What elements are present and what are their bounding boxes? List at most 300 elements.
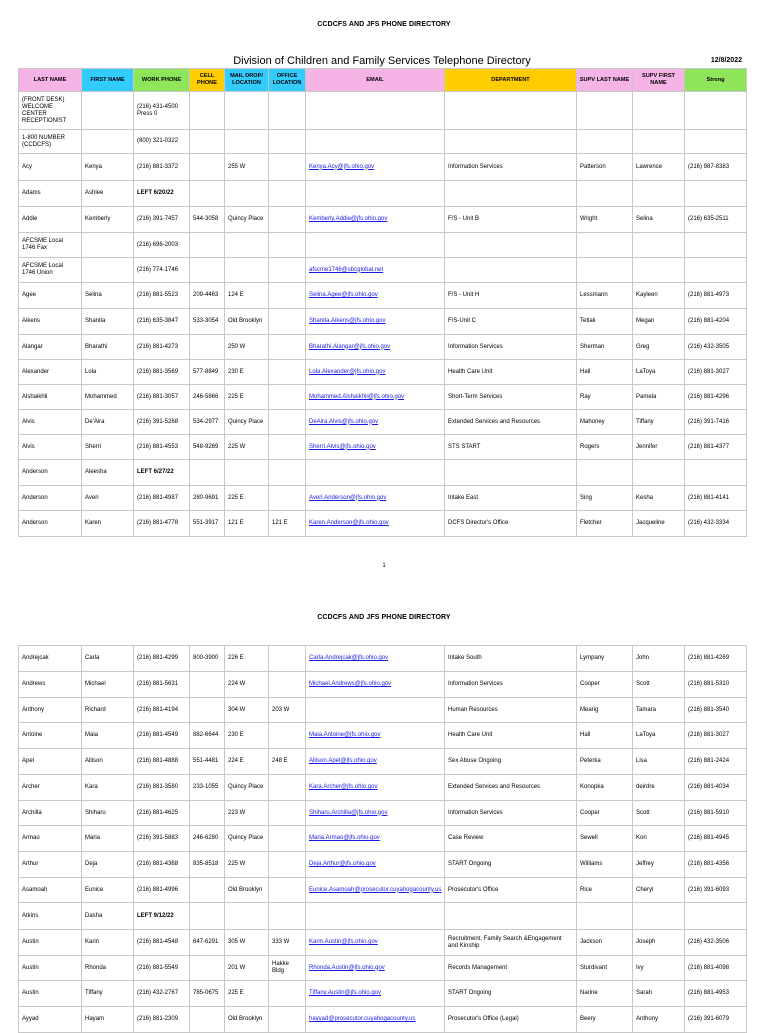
cell-mail-drop: [225, 258, 269, 283]
cell-supv-last-name: Rice: [577, 878, 633, 903]
col-header-mail-drop: MAIL DROP/ LOCATION: [225, 69, 269, 92]
col-header-cell-phone: CELL PHONE: [190, 69, 225, 92]
cell-department: Health Care Unit: [445, 723, 577, 749]
cell-department: Sex Abuse Ongoing: [445, 749, 577, 775]
cell-supv-first-name: Pamela: [633, 385, 685, 410]
document-title: Division of Children and Family Services Telephone Directory: [233, 55, 531, 67]
cell-supv-first-name: [633, 130, 685, 154]
cell-first-name: Kemberly: [82, 207, 134, 233]
cell-supv-first-name: [633, 903, 685, 930]
email-link[interactable]: Kenya.Acy@jfs.ohio.gov: [309, 163, 375, 170]
cell-supv-last-name: Hall: [577, 360, 633, 385]
cell-email[interactable]: [306, 930, 445, 956]
cell-work-phone: (216) 881-4368: [134, 852, 190, 878]
cell-strong: (216) 881-5910: [685, 801, 747, 826]
cell-supv-first-name: Sarah: [633, 981, 685, 1007]
cell-email[interactable]: [306, 207, 445, 233]
cell-last-name: Armao: [19, 826, 82, 852]
email-link[interactable]: Kemberly.Addie@jfs.ohio.gov: [309, 216, 388, 222]
email-link[interactable]: Lola.Alexander@jfs.ohio.gov: [309, 368, 386, 375]
email-link[interactable]: Carla.Andrejcak@jfs.ohio.gov: [309, 655, 389, 661]
cell-supv-first-name: deirdre: [633, 775, 685, 801]
cell-first-name: Lola: [82, 360, 134, 385]
cell-work-phone: (216) 431-4500 Press 0: [134, 92, 190, 130]
cell-department: Case Review: [445, 826, 577, 852]
cell-supv-last-name: Sturdivant: [577, 956, 633, 981]
cell-office-location: [269, 130, 306, 154]
cell-supv-first-name: John: [633, 646, 685, 672]
cell-office-location: [269, 723, 306, 749]
table-row: [19, 1007, 747, 1033]
cell-work-phone: (216) 881-3057: [134, 385, 190, 410]
email-link[interactable]: Tiffany.Austin@jfs.ohio.gov: [309, 990, 382, 996]
cell-department: [445, 903, 577, 930]
cell-strong: [685, 130, 747, 154]
cell-office-location: [269, 878, 306, 903]
cell-strong: (216) 391-6093: [685, 878, 747, 903]
cell-strong: [685, 903, 747, 930]
cell-supv-last-name: Konopka: [577, 775, 633, 801]
cell-office-location: [269, 309, 306, 335]
email-link[interactable]: afscme1746@sbcglobal.net: [309, 266, 384, 273]
cell-supv-last-name: Peterka: [577, 749, 633, 775]
cell-email[interactable]: [306, 672, 445, 698]
cell-first-name: De'Aira: [82, 410, 134, 435]
cell-department: Short-Term Services: [445, 385, 577, 410]
email-link[interactable]: Michael.Andrews@jfs.ohio.gov: [309, 681, 392, 687]
cell-first-name: Mohammed: [82, 385, 134, 410]
cell-work-phone: (216) 881-5631: [134, 672, 190, 698]
table-row: [19, 258, 747, 283]
cell-office-location: [269, 801, 306, 826]
cell-last-name: Austin: [19, 981, 82, 1007]
cell-supv-last-name: Rogers: [577, 435, 633, 460]
cell-supv-first-name: Jennifer: [633, 435, 685, 460]
cell-first-name: Allison: [82, 749, 134, 775]
cell-strong: (216) 881-4034: [685, 775, 747, 801]
cell-mail-drop: [225, 460, 269, 486]
cell-supv-last-name: Lympany: [577, 646, 633, 672]
cell-email: [306, 130, 445, 154]
cell-supv-last-name: Ray: [577, 385, 633, 410]
cell-strong: (216) 391-6079: [685, 1007, 747, 1033]
cell-office-location: [269, 486, 306, 511]
cell-department: [445, 181, 577, 207]
email-link[interactable]: Allison.Apel@jfs.ohio.gov: [309, 758, 377, 764]
cell-mail-drop: Quincy Place: [225, 207, 269, 233]
cell-work-phone: (216) 881-4548: [134, 930, 190, 956]
cell-cell-phone: 209-4463: [190, 283, 225, 309]
cell-strong: (216) 881-4945: [685, 826, 747, 852]
table-row: [19, 335, 747, 360]
cell-strong: (216) 881-4141: [685, 486, 747, 511]
cell-mail-drop: 223 W: [225, 801, 269, 826]
cell-email[interactable]: [306, 749, 445, 775]
cell-department: Extended Services and Resources: [445, 775, 577, 801]
cell-mail-drop: Old Brooklyn: [225, 309, 269, 335]
cell-cell-phone: [190, 460, 225, 486]
cell-email[interactable]: [306, 878, 445, 903]
cell-strong: (216) 881-3027: [685, 360, 747, 385]
cell-cell-phone: [190, 130, 225, 154]
cell-mail-drop: Quincy Place: [225, 410, 269, 435]
email-link[interactable]: Shiharu.Archilla@jfs.ohio.gov: [309, 809, 388, 816]
cell-last-name: Atkins: [19, 903, 82, 930]
cell-department: [445, 130, 577, 154]
cell-first-name: Dasha: [82, 903, 134, 930]
cell-first-name: Rhonda: [82, 956, 134, 981]
page-header: CCDCFS AND JFS PHONE DIRECTORY: [317, 21, 451, 28]
email-link[interactable]: Karen.Anderson@jfs.ohio.gov: [309, 520, 389, 526]
cell-department: F/S-Unit C: [445, 309, 577, 335]
cell-mail-drop: Quincy Place: [225, 826, 269, 852]
cell-mail-drop: 230 E: [225, 723, 269, 749]
table-row: [19, 723, 747, 749]
cell-strong: [685, 92, 747, 130]
cell-department: Prosecutor's Office (Legal): [445, 1007, 577, 1033]
cell-department: Human Resources: [445, 698, 577, 723]
cell-department: Prosecutor's Office: [445, 878, 577, 903]
cell-office-location: 203 W: [269, 698, 306, 723]
cell-mail-drop: Quincy Place: [225, 775, 269, 801]
cell-supv-first-name: Scott: [633, 801, 685, 826]
table-row: [19, 181, 747, 207]
cell-supv-last-name: [577, 258, 633, 283]
cell-cell-phone: [190, 903, 225, 930]
cell-work-phone: (216) 881-3372: [134, 154, 190, 181]
table-row: [19, 878, 747, 903]
cell-last-name: Alangar: [19, 335, 82, 360]
cell-first-name: [82, 92, 134, 130]
cell-work-phone: (216) 881-5549: [134, 956, 190, 981]
cell-department: Information Services: [445, 335, 577, 360]
cell-supv-first-name: Lisa: [633, 749, 685, 775]
cell-mail-drop: [225, 130, 269, 154]
cell-department: Information Services: [445, 672, 577, 698]
cell-strong: (216) 881-4269: [685, 646, 747, 672]
cell-office-location: 248 E: [269, 749, 306, 775]
email-link[interactable]: DeAira.Alvis@jfs.ohio.gov: [309, 418, 379, 425]
table-row: [19, 309, 747, 335]
cell-first-name: Shiharu: [82, 801, 134, 826]
cell-supv-first-name: [633, 181, 685, 207]
table-row: [19, 698, 747, 723]
cell-mail-drop: 225 W: [225, 852, 269, 878]
cell-supv-last-name: Patterson: [577, 154, 633, 181]
cell-strong: (216) 881-4356: [685, 852, 747, 878]
cell-first-name: [82, 258, 134, 283]
cell-last-name: Austin: [19, 956, 82, 981]
cell-last-name: Anthony: [19, 698, 82, 723]
cell-first-name: [82, 130, 134, 154]
cell-office-location: [269, 826, 306, 852]
cell-office-location: [269, 646, 306, 672]
cell-office-location: [269, 410, 306, 435]
title-row: [18, 55, 746, 67]
cell-last-name: Arthur: [19, 852, 82, 878]
cell-supv-first-name: Tiffany: [633, 410, 685, 435]
email-link[interactable]: Bharathi.Alangar@jfs.ohio.gov: [309, 343, 391, 350]
cell-office-location: [269, 181, 306, 207]
cell-supv-last-name: Lessmann: [577, 283, 633, 309]
cell-first-name: Averi: [82, 486, 134, 511]
cell-last-name: Antoine: [19, 723, 82, 749]
cell-cell-phone: [190, 92, 225, 130]
cell-office-location: [269, 385, 306, 410]
cell-work-phone: (216) 881-4553: [134, 435, 190, 460]
cell-department: F/S - Unit H: [445, 283, 577, 309]
cell-first-name: Karen: [82, 511, 134, 537]
cell-cell-phone: 533-3054: [190, 309, 225, 335]
cell-last-name: Anderson: [19, 460, 82, 486]
cell-mail-drop: 226 E: [225, 646, 269, 672]
cell-first-name: Selina: [82, 283, 134, 309]
cell-mail-drop: 224 W: [225, 672, 269, 698]
table-row: [19, 672, 747, 698]
cell-first-name: Tiffany: [82, 981, 134, 1007]
table-row: [19, 826, 747, 852]
cell-mail-drop: 230 E: [225, 360, 269, 385]
table-row: [19, 903, 747, 930]
email-link[interactable]: Deja.Arthur@jfs.ohio.gov: [309, 861, 376, 867]
cell-email[interactable]: [306, 435, 445, 460]
cell-email[interactable]: [306, 511, 445, 537]
cell-first-name: Kenya: [82, 154, 134, 181]
cell-last-name: Agee: [19, 283, 82, 309]
cell-supv-last-name: Mahoney: [577, 410, 633, 435]
cell-work-phone: (216) 881-2309: [134, 1007, 190, 1033]
cell-email[interactable]: [306, 826, 445, 852]
email-link[interactable]: Maria.Armao@jfs.ohio.gov: [309, 835, 380, 841]
cell-supv-last-name: Sherman: [577, 335, 633, 360]
cell-first-name: Kara: [82, 775, 134, 801]
cell-office-location: Hakke Bldg: [269, 956, 306, 981]
directory-table-page-1: [18, 68, 747, 537]
cell-cell-phone: 577-8849: [190, 360, 225, 385]
cell-work-phone: (216) 881-3569: [134, 360, 190, 385]
cell-email: [306, 181, 445, 207]
email-link[interactable]: Karin.Austin@jfs.ohio.gov: [309, 939, 378, 945]
cell-email: [306, 92, 445, 130]
table-row: [19, 930, 747, 956]
cell-work-phone: (216) 432-2767: [134, 981, 190, 1007]
cell-strong: (216) 391-7416: [685, 410, 747, 435]
cell-email[interactable]: [306, 309, 445, 335]
cell-supv-last-name: Sing: [577, 486, 633, 511]
cell-email[interactable]: [306, 335, 445, 360]
cell-strong: (216) 881-4953: [685, 981, 747, 1007]
cell-strong: (216) 881-4377: [685, 435, 747, 460]
cell-email[interactable]: [306, 360, 445, 385]
cell-work-phone: (216) 881-4273: [134, 335, 190, 360]
cell-last-name: Alexander: [19, 360, 82, 385]
cell-mail-drop: 224 E: [225, 749, 269, 775]
table-row: [19, 283, 747, 309]
table-row: [19, 486, 747, 511]
table-row: [19, 435, 747, 460]
cell-mail-drop: 305 W: [225, 930, 269, 956]
cell-department: Intake East: [445, 486, 577, 511]
cell-last-name: Asamoah: [19, 878, 82, 903]
table-row: [19, 92, 747, 130]
table-row: [19, 749, 747, 775]
email-link[interactable]: Maia.Antoine@jfs.ohio.gov: [309, 732, 381, 738]
cell-first-name: Sherri: [82, 435, 134, 460]
cell-supv-first-name: Jacqueline: [633, 511, 685, 537]
cell-strong: (216) 432-3334: [685, 511, 747, 537]
cell-email[interactable]: [306, 486, 445, 511]
cell-email[interactable]: [306, 258, 445, 283]
cell-email: [306, 460, 445, 486]
cell-supv-last-name: [577, 233, 633, 258]
cell-cell-phone: [190, 154, 225, 181]
cell-last-name: Archilla: [19, 801, 82, 826]
cell-strong: [685, 258, 747, 283]
cell-last-name: Aikens: [19, 309, 82, 335]
cell-cell-phone: 534-2977: [190, 410, 225, 435]
cell-email[interactable]: [306, 283, 445, 309]
cell-email[interactable]: [306, 385, 445, 410]
cell-office-location: [269, 283, 306, 309]
cell-office-location: [269, 360, 306, 385]
table-row: [19, 233, 747, 258]
email-link[interactable]: Sherri.Alvis@jfs.ohio.gov: [309, 443, 376, 450]
cell-email[interactable]: [306, 723, 445, 749]
cell-cell-phone: [190, 258, 225, 283]
cell-work-phone: (216) 881-4299: [134, 646, 190, 672]
email-link[interactable]: Rhonda.Austin@jfs.ohio.gov: [309, 964, 385, 971]
cell-supv-first-name: [633, 460, 685, 486]
directory-table-page-2: [18, 645, 747, 1033]
cell-first-name: Carla: [82, 646, 134, 672]
cell-last-name: Anderson: [19, 486, 82, 511]
cell-strong: (216) 432-3506: [685, 930, 747, 956]
cell-mail-drop: 225 W: [225, 435, 269, 460]
cell-last-name: Adams: [19, 181, 82, 207]
cell-supv-last-name: Williams: [577, 852, 633, 878]
cell-last-name: Ayyad: [19, 1007, 82, 1033]
cell-office-location: [269, 981, 306, 1007]
cell-email[interactable]: [306, 981, 445, 1007]
cell-department: START Ongoing: [445, 981, 577, 1007]
cell-cell-phone: 280-9691: [190, 486, 225, 511]
cell-work-phone: (216) 881-4987: [134, 486, 190, 511]
email-link[interactable]: Mohammed.Alshaikhli@jfs.ohio.gov: [309, 393, 405, 400]
cell-first-name: Eunice: [82, 878, 134, 903]
cell-supv-first-name: LaToya: [633, 723, 685, 749]
cell-first-name: Maia: [82, 723, 134, 749]
col-header-first-name: FIRST NAME: [82, 69, 134, 92]
cell-office-location: [269, 92, 306, 130]
cell-first-name: Michael: [82, 672, 134, 698]
cell-department: Extended Services and Resources: [445, 410, 577, 435]
table-row: [19, 410, 747, 435]
cell-department: [445, 258, 577, 283]
cell-first-name: [82, 233, 134, 258]
cell-supv-last-name: [577, 903, 633, 930]
cell-email[interactable]: [306, 410, 445, 435]
cell-strong: (216) 881-4296: [685, 385, 747, 410]
cell-strong: (216) 881-4204: [685, 309, 747, 335]
table-row: [19, 956, 747, 981]
cell-supv-first-name: Joseph: [633, 930, 685, 956]
cell-first-name: Ashlee: [82, 181, 134, 207]
cell-office-location: [269, 672, 306, 698]
cell-office-location: [269, 207, 306, 233]
cell-work-phone: (216) 391-5883: [134, 826, 190, 852]
cell-email[interactable]: [306, 956, 445, 981]
cell-first-name: Maria: [82, 826, 134, 852]
cell-mail-drop: Old Brooklyn: [225, 1007, 269, 1033]
cell-last-name: Austin: [19, 930, 82, 956]
cell-email[interactable]: [306, 1007, 445, 1033]
cell-cell-phone: 551-4481: [190, 749, 225, 775]
cell-supv-last-name: Hall: [577, 723, 633, 749]
cell-cell-phone: [190, 181, 225, 207]
cell-cell-phone: 551-3917: [190, 511, 225, 537]
cell-strong: [685, 181, 747, 207]
cell-email[interactable]: [306, 646, 445, 672]
cell-last-name: Anderson: [19, 511, 82, 537]
cell-mail-drop: 304 W: [225, 698, 269, 723]
cell-cell-phone: 647-6291: [190, 930, 225, 956]
cell-work-phone: (216) 881-4996: [134, 878, 190, 903]
cell-last-name: Archer: [19, 775, 82, 801]
table-header-row: [19, 69, 747, 92]
cell-email[interactable]: [306, 154, 445, 181]
cell-last-name: Andrejcak: [19, 646, 82, 672]
cell-last-name: Apel: [19, 749, 82, 775]
col-header-strong: Strong: [685, 69, 747, 92]
cell-email[interactable]: [306, 801, 445, 826]
cell-strong: (216) 432-3505: [685, 335, 747, 360]
cell-cell-phone: 246-6280: [190, 826, 225, 852]
cell-supv-last-name: Mearig: [577, 698, 633, 723]
cell-supv-first-name: Selina: [633, 207, 685, 233]
cell-work-phone: (216) 391-5268: [134, 410, 190, 435]
cell-supv-first-name: Anthony: [633, 1007, 685, 1033]
cell-supv-last-name: Beery: [577, 1007, 633, 1033]
cell-first-name: Bharathi: [82, 335, 134, 360]
cell-mail-drop: [225, 903, 269, 930]
cell-last-name: Addie: [19, 207, 82, 233]
cell-supv-last-name: Tetlak: [577, 309, 633, 335]
email-link[interactable]: Eunice.Asamoah@prosecutor.cuyahogacounty.us: [309, 886, 442, 893]
email-link[interactable]: Shanita.Aikens@jfs.ohio.gov: [309, 318, 386, 324]
col-header-supv-last-name: SUPV LAST NAME: [577, 69, 633, 92]
cell-email[interactable]: [306, 775, 445, 801]
email-link[interactable]: Kara.Archer@jfs.ohio.gov: [309, 784, 378, 790]
email-link[interactable]: Selina.Agee@jfs.ohio.gov: [309, 292, 378, 298]
cell-department: Information Services: [445, 154, 577, 181]
cell-supv-first-name: Kayleen: [633, 283, 685, 309]
email-link[interactable]: hayyad@prosecutor.cuyahogacounty.us: [309, 1016, 416, 1022]
cell-strong: [685, 460, 747, 486]
col-header-office-location: OFFICE LOCATION: [269, 69, 306, 92]
cell-cell-phone: [190, 698, 225, 723]
cell-email[interactable]: [306, 852, 445, 878]
table-row: [19, 154, 747, 181]
cell-supv-last-name: [577, 460, 633, 486]
cell-department: [445, 92, 577, 130]
cell-supv-last-name: Cooper: [577, 672, 633, 698]
email-link[interactable]: Averi.Anderson@jfs.ohio.gov: [309, 494, 387, 501]
cell-email: [306, 698, 445, 723]
cell-work-phone: (216) 881-4888: [134, 749, 190, 775]
cell-mail-drop: [225, 233, 269, 258]
cell-work-phone: (216) 774-1746: [134, 258, 190, 283]
cell-supv-first-name: Cheryl: [633, 878, 685, 903]
